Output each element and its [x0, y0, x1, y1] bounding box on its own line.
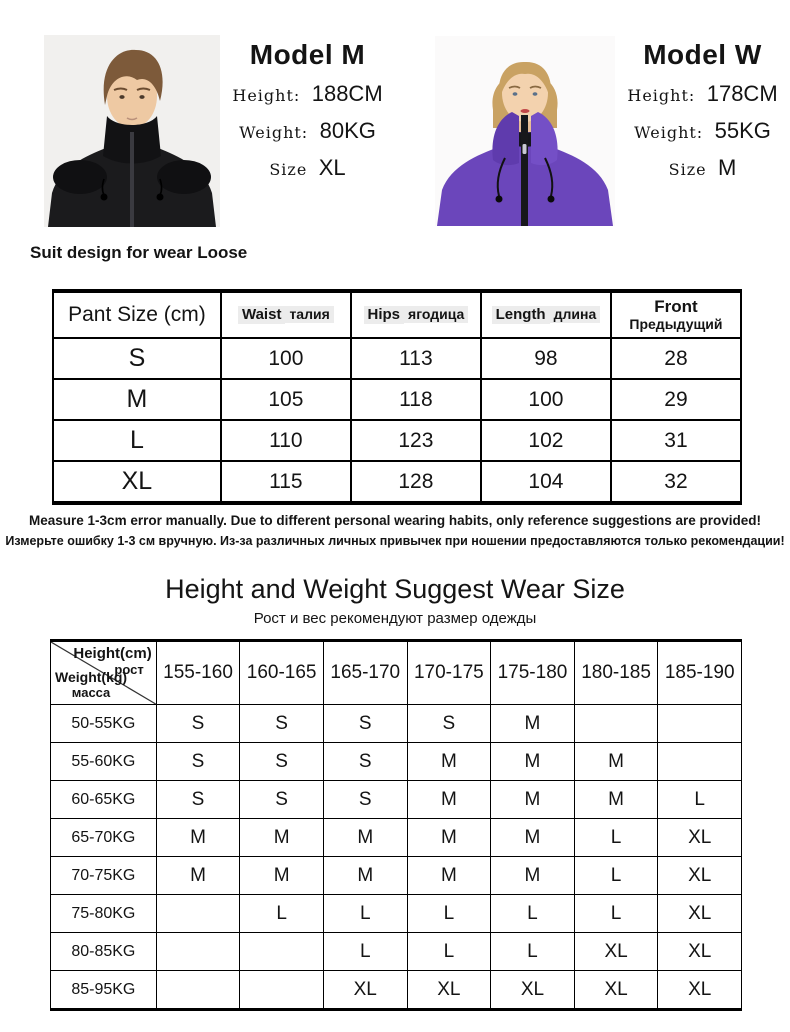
pant-measure-value: 32 [611, 461, 741, 503]
pant-table-header-row [53, 291, 741, 338]
height-range-header: 180-185 [574, 641, 658, 705]
suggested-size: M [491, 705, 575, 743]
size-value: XL [318, 155, 346, 180]
pant-col-header-ru: длина [550, 306, 601, 323]
suggested-size: M [240, 857, 324, 895]
pant-measure-value: 98 [481, 338, 611, 379]
fit-note: Suit design for wear Loose [30, 243, 248, 262]
pant-size-label: M [53, 379, 221, 420]
suggested-size: M [323, 857, 407, 895]
suggest-size-subtitle: Рост и вес рекомендуют размер одежды [253, 610, 537, 627]
suggested-size: XL [658, 971, 742, 1010]
model-m-photo [44, 35, 220, 227]
pant-size-label: L [53, 420, 221, 461]
model-m-height [220, 83, 395, 108]
measure-note [0, 511, 790, 551]
height-range-header: 165-170 [323, 641, 407, 705]
suggested-size: S [240, 705, 324, 743]
suggested-size: L [574, 857, 658, 895]
suggested-size: S [240, 781, 324, 819]
model-w-height [615, 83, 790, 108]
height-range-header: 170-175 [407, 641, 491, 705]
weight-range-label: 60-65KG [51, 781, 157, 819]
suggested-size: XL [574, 971, 658, 1010]
suggested-size: L [574, 895, 658, 933]
size-value: M [718, 155, 737, 180]
weight-range-label: 85-95KG [51, 971, 157, 1010]
size-table-row [51, 857, 742, 895]
pant-size-label: S [53, 338, 221, 379]
weight-label: Weight: [239, 123, 309, 142]
models-section [0, 0, 790, 227]
suggested-size: M [491, 743, 575, 781]
pant-col-header-waist [221, 291, 351, 338]
suggested-size: M [156, 857, 240, 895]
size-table-row [51, 781, 742, 819]
suggested-size: XL [658, 895, 742, 933]
pant-measure-value: 128 [351, 461, 481, 503]
suggested-size [574, 705, 658, 743]
suggested-size: L [658, 781, 742, 819]
suggested-size: S [323, 705, 407, 743]
pant-measure-value: 123 [351, 420, 481, 461]
suggested-size: M [407, 819, 491, 857]
model-w-photo [435, 35, 615, 227]
pant-measure-value: 28 [611, 338, 741, 379]
pant-size-label: XL [53, 461, 221, 503]
weight-range-label: 75-80KG [51, 895, 157, 933]
pant-measure-value: 105 [221, 379, 351, 420]
weight-value: 55KG [714, 118, 771, 143]
suggested-size: M [491, 857, 575, 895]
suggested-size [658, 743, 742, 781]
pant-measure-value: 102 [481, 420, 611, 461]
height-range-header: 155-160 [156, 641, 240, 705]
weight-value: 80KG [319, 118, 376, 143]
pant-col-header-ru: Предыдущий [629, 315, 723, 332]
suggested-size: M [407, 743, 491, 781]
pant-col-header-en: Length [492, 306, 550, 324]
suggested-size [240, 933, 324, 971]
suggested-size: M [574, 781, 658, 819]
size-table-row [51, 819, 742, 857]
suggested-size: L [407, 933, 491, 971]
pant-col-header-ru: ягодица [404, 306, 468, 323]
model-m-title: Model M [249, 39, 366, 70]
size-table-header-row [51, 641, 742, 705]
suggested-size: XL [574, 933, 658, 971]
model-w-title: Model W [643, 39, 762, 70]
height-label: Height: [232, 86, 301, 105]
pant-measure-value: 115 [221, 461, 351, 503]
model-m-illustration [44, 35, 220, 227]
suggested-size: M [407, 781, 491, 819]
model-w-info [615, 35, 790, 227]
pant-col-header-ru: талия [285, 306, 333, 323]
suggested-size: M [240, 819, 324, 857]
pant-col-header-front [611, 291, 741, 338]
suggested-size: L [407, 895, 491, 933]
suggested-size: L [491, 895, 575, 933]
weight-range-label: 80-85KG [51, 933, 157, 971]
height-range-header: 185-190 [658, 641, 742, 705]
height-label: Height: [627, 86, 696, 105]
suggested-size: XL [323, 971, 407, 1010]
suggested-size: XL [491, 971, 575, 1010]
pant-table-row [53, 379, 741, 420]
corner-weight-label: Weight(kg) масса [55, 669, 128, 700]
pant-col-header-en: Hips [364, 306, 405, 324]
pant-measure-value: 31 [611, 420, 741, 461]
suggested-size: XL [658, 857, 742, 895]
height-range-header: 175-180 [491, 641, 575, 705]
suggested-size: L [240, 895, 324, 933]
suggested-size [240, 971, 324, 1010]
suggested-size [156, 971, 240, 1010]
suggested-size: S [407, 705, 491, 743]
suggested-size [156, 895, 240, 933]
suggested-size: M [574, 743, 658, 781]
pant-table-row [53, 338, 741, 379]
pant-size-table [52, 289, 742, 505]
size-label: Size [668, 160, 707, 179]
model-w-illustration [435, 35, 615, 227]
model-m-info [220, 35, 395, 227]
suggested-size: M [407, 857, 491, 895]
weight-range-label: 55-60KG [51, 743, 157, 781]
suggested-size: M [156, 819, 240, 857]
weight-label: Weight: [634, 123, 704, 142]
suggested-size: S [156, 781, 240, 819]
size-table-row [51, 743, 742, 781]
pant-measure-value: 29 [611, 379, 741, 420]
suggested-size: L [323, 933, 407, 971]
suggest-size-title: Height and Weight Suggest Wear Size [165, 574, 625, 604]
pant-measure-value: 118 [351, 379, 481, 420]
suggested-size: S [240, 743, 324, 781]
suggested-size: L [574, 819, 658, 857]
suggested-size: L [491, 933, 575, 971]
corner-height-label: Height(cm) рост [73, 645, 152, 677]
model-m-block [0, 35, 395, 227]
model-w-weight [615, 120, 790, 145]
height-value: 188CM [311, 81, 383, 106]
measure-note-en: Measure 1-3cm error manually. Due to different personal wearing habits, only reference suggestions are provided! [29, 513, 761, 528]
size-table-corner [51, 641, 157, 705]
height-range-header: 160-165 [240, 641, 324, 705]
size-table-row [51, 705, 742, 743]
pant-table-corner: Pant Size (cm) [53, 291, 221, 338]
model-w-block [395, 35, 790, 227]
pant-table-body [53, 338, 741, 503]
suggested-size [658, 705, 742, 743]
pant-col-header-hips [351, 291, 481, 338]
pant-table-row [53, 461, 741, 503]
weight-range-label: 70-75KG [51, 857, 157, 895]
suggested-size: M [491, 819, 575, 857]
suggested-size: L [323, 895, 407, 933]
weight-range-label: 65-70KG [51, 819, 157, 857]
pant-measure-value: 104 [481, 461, 611, 503]
height-weight-size-table [50, 639, 742, 1011]
suggested-size: XL [658, 819, 742, 857]
measure-note-ru: Измерьте ошибку 1-3 см вручную. Из-за различных личных привычек при ношении предоставляются только рекомендации! [5, 534, 785, 548]
model-m-weight [220, 120, 395, 145]
height-value: 178CM [706, 81, 778, 106]
pant-col-header-en: Front [654, 296, 698, 316]
size-table-row [51, 895, 742, 933]
suggested-size: M [491, 781, 575, 819]
model-w-size [615, 157, 790, 182]
pant-measure-value: 113 [351, 338, 481, 379]
size-label: Size [269, 160, 308, 179]
suggested-size: S [156, 743, 240, 781]
size-table-row [51, 933, 742, 971]
suggested-size: XL [658, 933, 742, 971]
suggested-size: S [323, 781, 407, 819]
suggested-size: M [323, 819, 407, 857]
suggested-size [156, 933, 240, 971]
pant-col-header-en: Waist [238, 306, 285, 324]
pant-measure-value: 100 [221, 338, 351, 379]
size-table-body [51, 705, 742, 1010]
pant-table-row [53, 420, 741, 461]
pant-measure-value: 110 [221, 420, 351, 461]
suggested-size: S [156, 705, 240, 743]
weight-range-label: 50-55KG [51, 705, 157, 743]
model-m-size [220, 157, 395, 182]
size-table-row [51, 971, 742, 1010]
pant-measure-value: 100 [481, 379, 611, 420]
suggested-size: S [323, 743, 407, 781]
pant-col-header-length [481, 291, 611, 338]
suggested-size: XL [407, 971, 491, 1010]
